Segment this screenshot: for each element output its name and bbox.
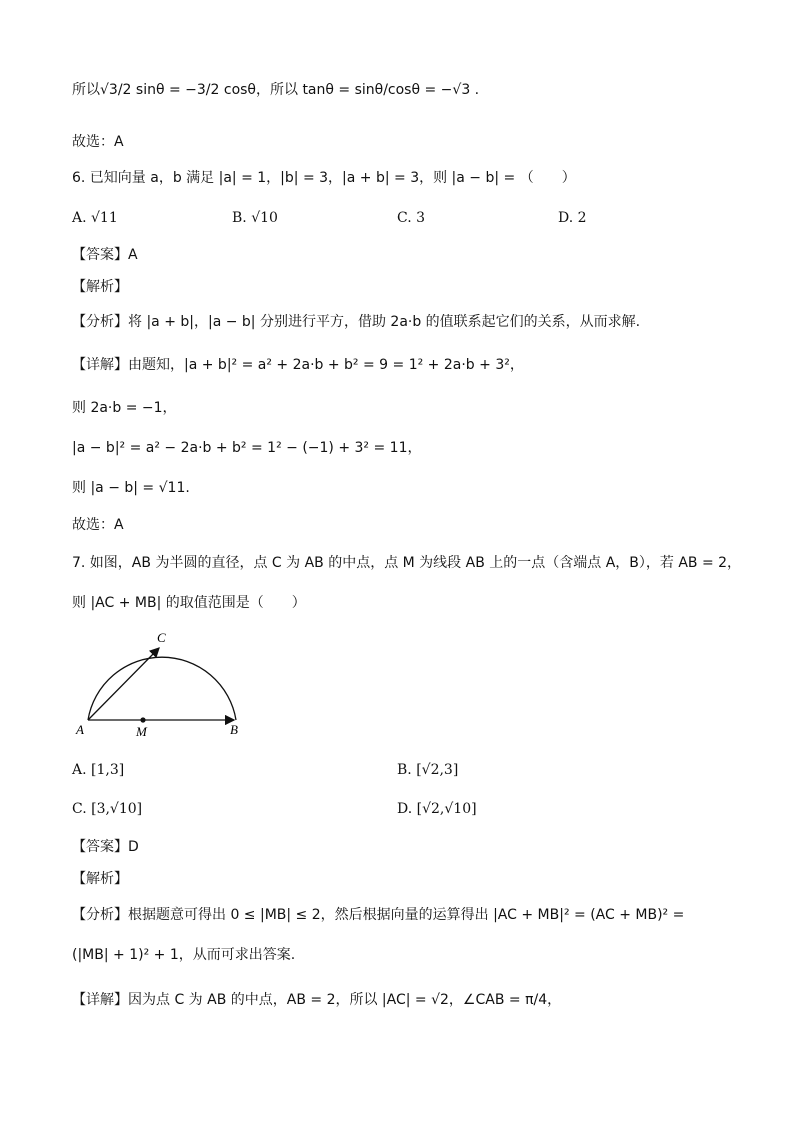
q6-option-c: C. 3 bbox=[397, 210, 426, 226]
q7-option-d: D. [√2,√10] bbox=[397, 801, 477, 817]
q7-answer: 【答案】D bbox=[72, 839, 139, 855]
semicircle-arc bbox=[88, 657, 236, 720]
label-m: M bbox=[136, 724, 147, 739]
q7-detail: 【详解】因为点 C 为 AB 的中点，AB = 2，所以 |AC| = √2，∠CAB = π/4， bbox=[72, 992, 562, 1008]
q7-jiexi: 【解析】 bbox=[72, 871, 128, 887]
label-a: A bbox=[76, 722, 84, 737]
point-m bbox=[140, 717, 145, 722]
q6-fenxi: 【分析】将 |a + b|，|a − b| 分别进行平方，借助 2a·b 的值联系起它们的关系，从而求解. bbox=[72, 314, 641, 330]
label-b: B bbox=[230, 722, 238, 737]
q6-option-d: D. 2 bbox=[558, 210, 587, 226]
q6-answer: 【答案】A bbox=[72, 247, 138, 263]
q6-detail: 【详解】由题知，|a + b|² = a² + 2a·b + b² = 9 = 1² + 2a·b + 3²， bbox=[72, 357, 524, 373]
q6-option-a: A. √11 bbox=[72, 210, 118, 226]
question-7-cont: 则 |AC + MB| 的取值范围是（ ） bbox=[72, 595, 306, 611]
q6-step-2: |a − b|² = a² − 2a·b + b² = 1² − (−1) + 3² = 11， bbox=[72, 440, 422, 456]
line-select-a-1: 故选：A bbox=[72, 134, 124, 150]
question-7: 7. 如图，AB 为半圆的直径，点 C 为 AB 的中点，点 M 为线段 AB 上的一点（含端点 A，B），若 AB = 2， bbox=[72, 555, 742, 571]
line-tan-result: 所以√3/2 sinθ = −3/2 cosθ，所以 tanθ = sinθ/cosθ = −√3 . bbox=[72, 82, 480, 98]
semicircle-figure bbox=[70, 628, 250, 740]
q6-option-b: B. √10 bbox=[232, 210, 278, 226]
q6-step-3: 则 |a − b| = √11. bbox=[72, 480, 190, 496]
q7-option-b: B. [√2,3] bbox=[397, 762, 459, 778]
q7-fenxi-1: 【分析】根据题意可得出 0 ≤ |MB| ≤ 2，然后根据向量的运算得出 |AC + MB|² = (AC + MB)² = bbox=[72, 907, 685, 923]
q7-option-c: C. [3,√10] bbox=[72, 801, 143, 817]
label-c: C bbox=[157, 630, 166, 645]
q7-fenxi-2: (|MB| + 1)² + 1，从而可求出答案. bbox=[72, 947, 296, 963]
q6-step-1: 则 2a·b = −1， bbox=[72, 400, 177, 416]
q6-jiexi: 【解析】 bbox=[72, 279, 128, 295]
q6-final: 故选：A bbox=[72, 517, 124, 533]
question-6: 6. 已知向量 a，b 满足 |a| = 1，|b| = 3，|a + b| = 3，则 |a − b| = （ ） bbox=[72, 170, 576, 186]
q7-option-a: A. [1,3] bbox=[72, 762, 125, 778]
vector-ac bbox=[88, 648, 159, 720]
